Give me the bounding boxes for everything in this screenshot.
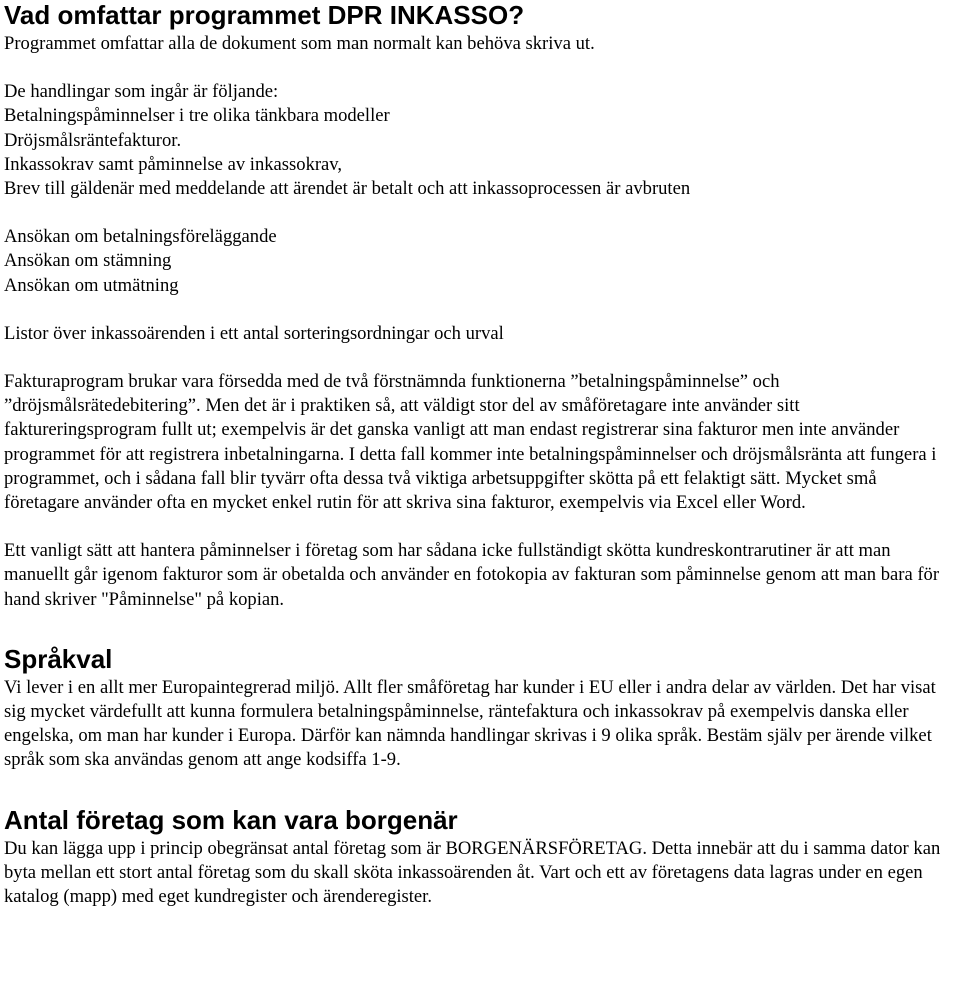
section2-heading: Språkval — [4, 643, 113, 674]
document-page — [4, 0, 956, 909]
list-intro: De handlingar som ingår är följande: — [4, 81, 279, 103]
section1-heading: Vad omfattar programmet DPR INKASSO? — [4, 0, 525, 30]
lists-line: Listor över inkassoärenden i ett antal sorteringsordningar och urval — [4, 322, 504, 344]
list-item: Dröjsmålsräntefakturor. — [4, 129, 182, 151]
list-item: Inkassokrav samt påminnelse av inkassokrav, — [4, 153, 343, 175]
application-item: Ansökan om utmätning — [4, 274, 179, 296]
section3-heading: Antal företag som kan vara borgenär — [4, 804, 458, 835]
application-item: Ansökan om stämning — [4, 250, 172, 272]
application-item: Ansökan om betalningsföreläggande — [4, 226, 277, 248]
paragraph-reminders: Ett vanligt sätt att hantera påminnelser i företag som har sådana icke fullständigt skötta kundreskontrarutiner är att man manuellt går igenom fakturor som är obetalda och använder en fotokopia av fakturan som påminnelse genom att man bara för hand skriver "Påminnelse" på kopian. — [4, 540, 940, 610]
list-item: Brev till gäldenär med meddelande att ärendet är betalt och att inkassoprocessen är avbruten — [4, 178, 691, 200]
language-paragraph: Vi lever i en allt mer Europaintegrerad miljö. Allt fler småföretag har kunder i EU eller i andra delar av världen. Det har visat sig mycket värdefullt att kunna formulera betalningspåminnelse, räntefaktura och inkassokrav på exempelvis danska eller engelska, om man har kunder i Europa. Därför kan nämnda handlingar skrivas i 9 olika språk. Bestäm själv per ärende vilket språk som ska användas genom att ange kodsiffa 1-9. — [4, 676, 936, 771]
list-item: Betalningspåminnelser i tre olika tänkbara modeller — [4, 105, 390, 127]
intro-text: Programmet omfattar alla de dokument som man normalt kan behöva skriva ut. — [4, 33, 595, 54]
paragraph-invoicing: Fakturaprogram brukar vara försedda med de två förstnämnda funktionerna ”betalningspåminnelse” och ”dröjsmålsrätedebitering”. Men det är i praktiken så, att väldigt stor del av småföretagare inte använder sitt faktureringsprogram fullt ut; exempelvis är det ganska vanligt att man endast registrerar sina fakturor men inte använder programmet för att registrera inbetalningarna. I detta fall kommer inte betalningspåminnelser och dröjsmålsränta att fungera i programmet, och i sådana fall blir tyvärr ofta dessa två viktiga arbetsuppgifter skötta på ett felaktigt sätt. Mycket små företagare använder ofta en mycket enkel rutin för att skriva sina fakturor, exempelvis via Excel eller Word. — [4, 371, 937, 514]
creditor-paragraph: Du kan lägga upp i princip obegränsat antal företag som är BORGENÄRSFÖRETAG. Detta innebär att du i samma dator kan byta mellan ett stort antal företag som du skall sköta inkassoärenden åt. Vart och ett av företagens data lagras under en egen katalog (mapp) med eget kundregister och ärenderegister. — [4, 837, 941, 908]
